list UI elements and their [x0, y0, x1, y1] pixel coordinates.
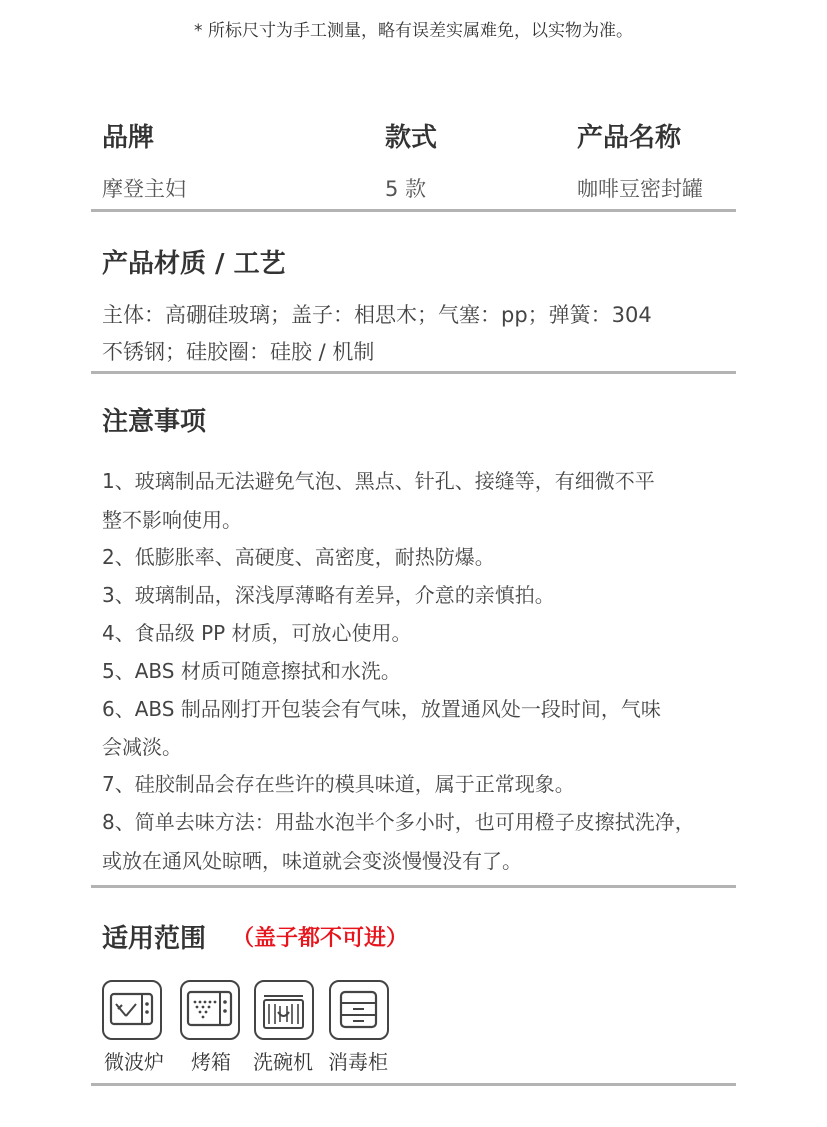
- notes-line: 1、玻璃制品无法避免气泡、黑点、针孔、接缝等，有细微不平: [102, 469, 655, 493]
- divider: [91, 885, 736, 888]
- divider: [91, 371, 736, 374]
- material-line: 主体：高硼硅玻璃；盖子：相思木；气塞：pp；弹簧：304: [102, 303, 652, 327]
- style-value: 5 款: [385, 177, 427, 201]
- notes-line: 3、玻璃制品，深浅厚薄略有差异，介意的亲慎拍。: [102, 583, 555, 607]
- dishwasher-label: 洗碗机: [253, 1050, 313, 1074]
- brand-label: 品牌: [102, 123, 155, 153]
- notes-line: 7、硅胶制品会存在些许的模具味道，属于正常现象。: [102, 772, 575, 796]
- microwave-icon: [102, 980, 162, 1040]
- notes-line: 或放在通风处晾晒，味道就会变淡慢慢没有了。: [102, 849, 522, 873]
- style-label: 款式: [385, 123, 438, 153]
- disclaimer-note: * 所标尺寸为手工测量，略有误差实属难免，以实物为准。: [194, 21, 633, 41]
- material-title: 产品材质 / 工艺: [102, 249, 286, 279]
- notes-line: 2、低膨胀率、高硬度、高密度，耐热防爆。: [102, 545, 495, 569]
- product-name-value: 咖啡豆密封罐: [577, 177, 703, 201]
- usage-warning: （盖子都不可进）: [232, 926, 409, 951]
- divider: [91, 1083, 736, 1086]
- dishwasher-icon: [254, 980, 314, 1040]
- notes-line: 4、食品级 PP 材质，可放心使用。: [102, 621, 412, 645]
- notes-line: 会减淡。: [102, 735, 182, 759]
- oven-label: 烤箱: [191, 1050, 231, 1074]
- product-name-label: 产品名称: [577, 123, 682, 153]
- divider: [91, 209, 736, 212]
- notes-title: 注意事项: [102, 407, 207, 437]
- material-line: 不锈钢；硅胶圈：硅胶 / 机制: [102, 340, 375, 364]
- oven-icon: [180, 980, 240, 1040]
- notes-line: 5、ABS 材质可随意擦拭和水洗。: [102, 659, 401, 683]
- sterilizer-cabinet-label: 消毒柜: [328, 1050, 388, 1074]
- sterilizer-cabinet-icon: [329, 980, 389, 1040]
- microwave-label: 微波炉: [104, 1050, 164, 1074]
- usage-title: 适用范围: [102, 924, 207, 954]
- notes-line: 8、简单去味方法：用盐水泡半个多小时，也可用橙子皮擦拭洗净，: [102, 810, 695, 834]
- notes-line: 整不影响使用。: [102, 508, 242, 532]
- notes-line: 6、ABS 制品刚打开包装会有气味，放置通风处一段时间，气味: [102, 697, 661, 721]
- brand-value: 摩登主妇: [102, 177, 186, 201]
